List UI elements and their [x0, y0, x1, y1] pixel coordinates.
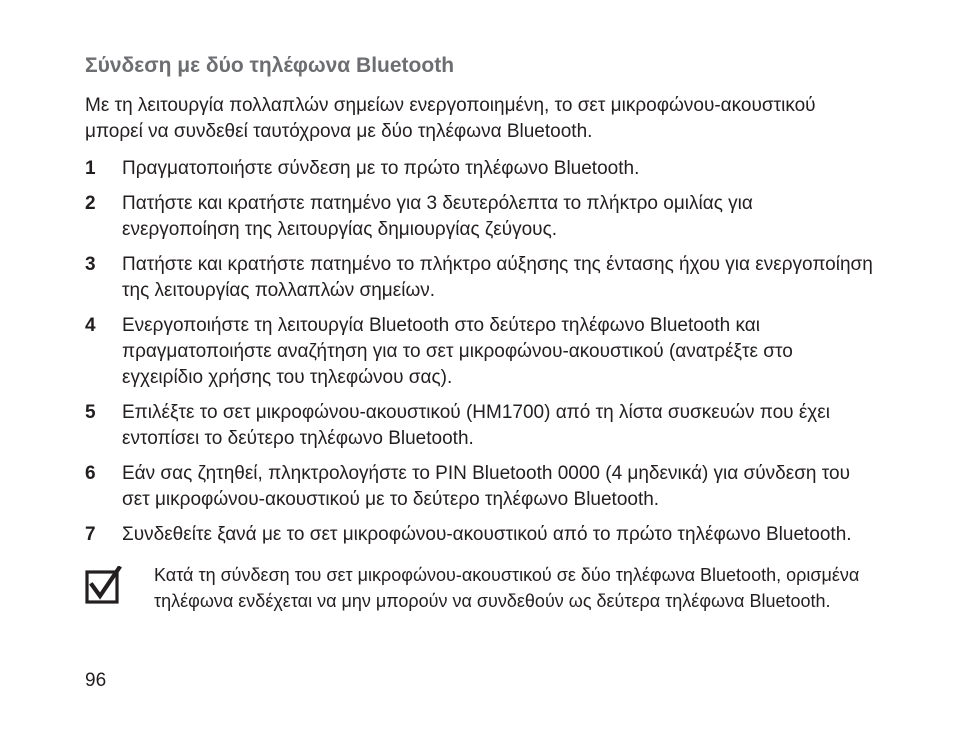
- step-number: 6: [85, 463, 96, 484]
- manual-page: [85, 52, 875, 614]
- step-item: [85, 191, 875, 243]
- note-text: Κατά τη σύνδεση του σετ μικροφώνου-ακουστικού σε δύο τηλέφωνα Bluetooth, ορισμένα τηλέφωνα ενδέχεται να μην μπορούν να συνδεθούν ως δεύτερα τηλέφωνα Bluetooth.: [154, 565, 860, 611]
- step-item: [85, 400, 875, 452]
- step-item: [85, 156, 875, 182]
- step-text: Πραγματοποιήστε σύνδεση με το πρώτο τηλέφωνο Bluetooth.: [122, 158, 640, 179]
- checkbox-checked-icon: [85, 562, 135, 614]
- step-item: [85, 461, 875, 513]
- step-text: Πατήστε και κρατήστε πατημένο για 3 δευτερόλεπτα το πλήκτρο ομιλίας για ενεργοποίηση της λειτουργίας δημιουργίας ζεύγους.: [122, 193, 753, 240]
- note-box: [85, 562, 875, 614]
- step-number: 1: [85, 158, 96, 179]
- step-number: 4: [85, 315, 96, 336]
- step-text: Εάν σας ζητηθεί, πληκτρολογήστε το PIN Bluetooth 0000 (4 μηδενικά) για σύνδεση του σετ μικροφώνου-ακουστικού με το δεύτερο τηλέφωνο Bluetooth.: [122, 463, 850, 510]
- step-number: 3: [85, 254, 96, 275]
- step-text: Πατήστε και κρατήστε πατημένο το πλήκτρο αύξησης της έντασης ήχου για ενεργοποίηση της λειτουργίας πολλαπλών σημείων.: [122, 254, 873, 301]
- steps-list: [85, 156, 875, 548]
- intro-paragraph: Με τη λειτουργία πολλαπλών σημείων ενεργοποιημένη, το σετ μικροφώνου-ακουστικού μπορεί να συνδεθεί ταυτόχρονα με δύο τηλέφωνα Bluetooth.: [85, 95, 816, 142]
- section-heading: Σύνδεση με δύο τηλέφωνα Bluetooth: [85, 54, 455, 77]
- step-text: Επιλέξτε το σετ μικροφώνου-ακουστικού (HM1700) από τη λίστα συσκευών που έχει εντοπίσει το δεύτερο τηλέφωνο Bluetooth.: [122, 402, 830, 449]
- step-number: 5: [85, 402, 96, 423]
- step-number: 2: [85, 193, 96, 214]
- step-item: [85, 252, 875, 304]
- step-item: [85, 313, 875, 391]
- step-text: Ενεργοποιήστε τη λειτουργία Bluetooth στο δεύτερο τηλέφωνο Bluetooth και πραγματοποιήστε αναζήτηση για το σετ μικροφώνου-ακουστικού (ανατρέξτε στο εγχειρίδιο χρήσης του τηλεφώνου σας).: [122, 315, 793, 388]
- step-item: [85, 522, 875, 548]
- page-number: 96: [85, 670, 107, 691]
- step-text: Συνδεθείτε ξανά με το σετ μικροφώνου-ακουστικού από το πρώτο τηλέφωνο Bluetooth.: [122, 524, 852, 545]
- step-number: 7: [85, 524, 96, 545]
